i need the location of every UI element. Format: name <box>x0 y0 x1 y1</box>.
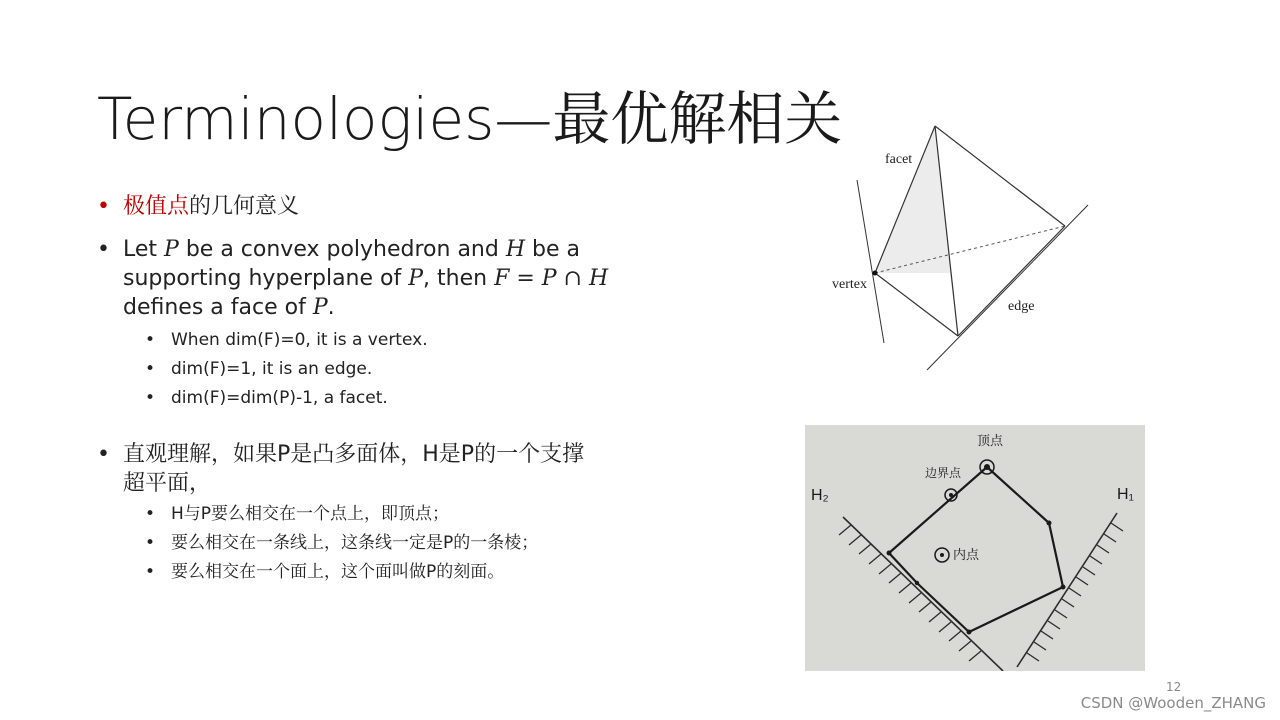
bullet-dot: • <box>145 388 156 408</box>
sub-bullet-line <box>145 529 657 558</box>
facet-label: facet <box>885 152 913 167</box>
bullet-dot: • <box>145 330 156 350</box>
hatching-h2 <box>839 525 981 661</box>
edge-hyperplane <box>927 205 1088 370</box>
handdrawn-diagram <box>805 425 1145 671</box>
sub-bullet-text: When dim(F)=0, it is a vertex. <box>171 330 428 350</box>
bullet-red-text: 极值点 <box>123 194 190 219</box>
bullet-dot: • <box>145 359 156 379</box>
vertex-point <box>967 630 972 635</box>
edge-line <box>935 126 1065 226</box>
hatching-h1 <box>1027 523 1123 661</box>
def-P3: P <box>312 295 328 320</box>
sub-bullet-text: H与P要么相交在一个点上，即顶点； <box>171 504 450 524</box>
def-P: P <box>164 237 179 262</box>
sub-bullet-edge <box>145 355 657 384</box>
edge-line <box>875 273 958 336</box>
def-H: H <box>505 237 526 262</box>
vertex-point <box>887 551 892 556</box>
vertex-point <box>984 464 990 470</box>
hyperplane-h2 <box>843 517 1003 671</box>
def-formula: F = P ∩ H <box>494 266 609 291</box>
sub-bullet-text: dim(F)=dim(P)-1, a facet. <box>171 388 388 408</box>
bullet-definition <box>97 235 657 322</box>
bullet-dot: • <box>97 442 110 467</box>
bullet-dot: • <box>97 237 110 262</box>
watermark: CSDN @Wooden_ZHANG <box>1080 694 1266 712</box>
bullet-dot: • <box>97 194 110 219</box>
page-number: 12 <box>1166 680 1182 694</box>
sub-bullet-facet <box>145 384 657 413</box>
bullet-extreme-point <box>97 192 657 221</box>
vertex-label: vertex <box>832 277 867 292</box>
bullet-text: 的几何意义 <box>189 194 300 219</box>
def-text-2: be a convex polyhedron and <box>178 237 506 262</box>
vertex-point <box>1047 521 1052 526</box>
bullet-text: 直观理解，如果P是凸多面体，H是P的一个支撑超平面， <box>123 442 585 496</box>
interior-point-label: 内点 <box>953 548 980 563</box>
sub-bullet-text: dim(F)=1, it is an edge. <box>171 359 373 379</box>
vertex-point <box>1061 585 1066 590</box>
edge-line <box>958 226 1065 336</box>
polyhedron-diagram <box>820 118 1100 378</box>
boundary-point-label: 边界点 <box>925 466 962 480</box>
interior-point <box>940 553 944 557</box>
def-text-3: be a supporting hyperplane of <box>123 237 580 291</box>
bullet-intuition <box>97 440 603 498</box>
def-text-1: Let <box>123 237 165 262</box>
h1-label: H₁ <box>1117 486 1134 503</box>
top-vertex-label: 顶点 <box>977 434 1004 449</box>
sub-bullets-1 <box>97 326 657 413</box>
bullet-dot: • <box>145 533 156 553</box>
slide-title: Terminologies—最优解相关 <box>97 85 843 153</box>
def-text-5: defines a face of <box>123 295 313 320</box>
sub-bullet-vertex <box>145 326 657 355</box>
bullet-list <box>97 192 657 587</box>
sub-bullet-text: 要么相交在一条线上，这条线一定是P的一条棱； <box>171 533 539 553</box>
boundary-point <box>949 493 953 497</box>
def-text-6: . <box>327 295 335 320</box>
def-P2: P <box>408 266 424 291</box>
edge-label: edge <box>1008 299 1035 314</box>
hyperplane-h1 <box>1017 513 1117 667</box>
sub-bullet-point <box>145 500 657 529</box>
bullet-dot: • <box>145 504 156 524</box>
def-text-4: , then <box>423 266 495 291</box>
sub-bullets-2 <box>97 500 657 587</box>
h2-label: H₂ <box>811 487 829 504</box>
edge-point <box>915 581 919 585</box>
facet-shading <box>875 126 950 273</box>
handdrawn-photo <box>805 425 1145 671</box>
vertex-dot <box>873 271 878 276</box>
sub-bullet-face <box>145 558 657 587</box>
bullet-dot: • <box>145 562 156 582</box>
sub-bullet-text: 要么相交在一个面上，这个面叫做P的刻面。 <box>171 562 505 582</box>
